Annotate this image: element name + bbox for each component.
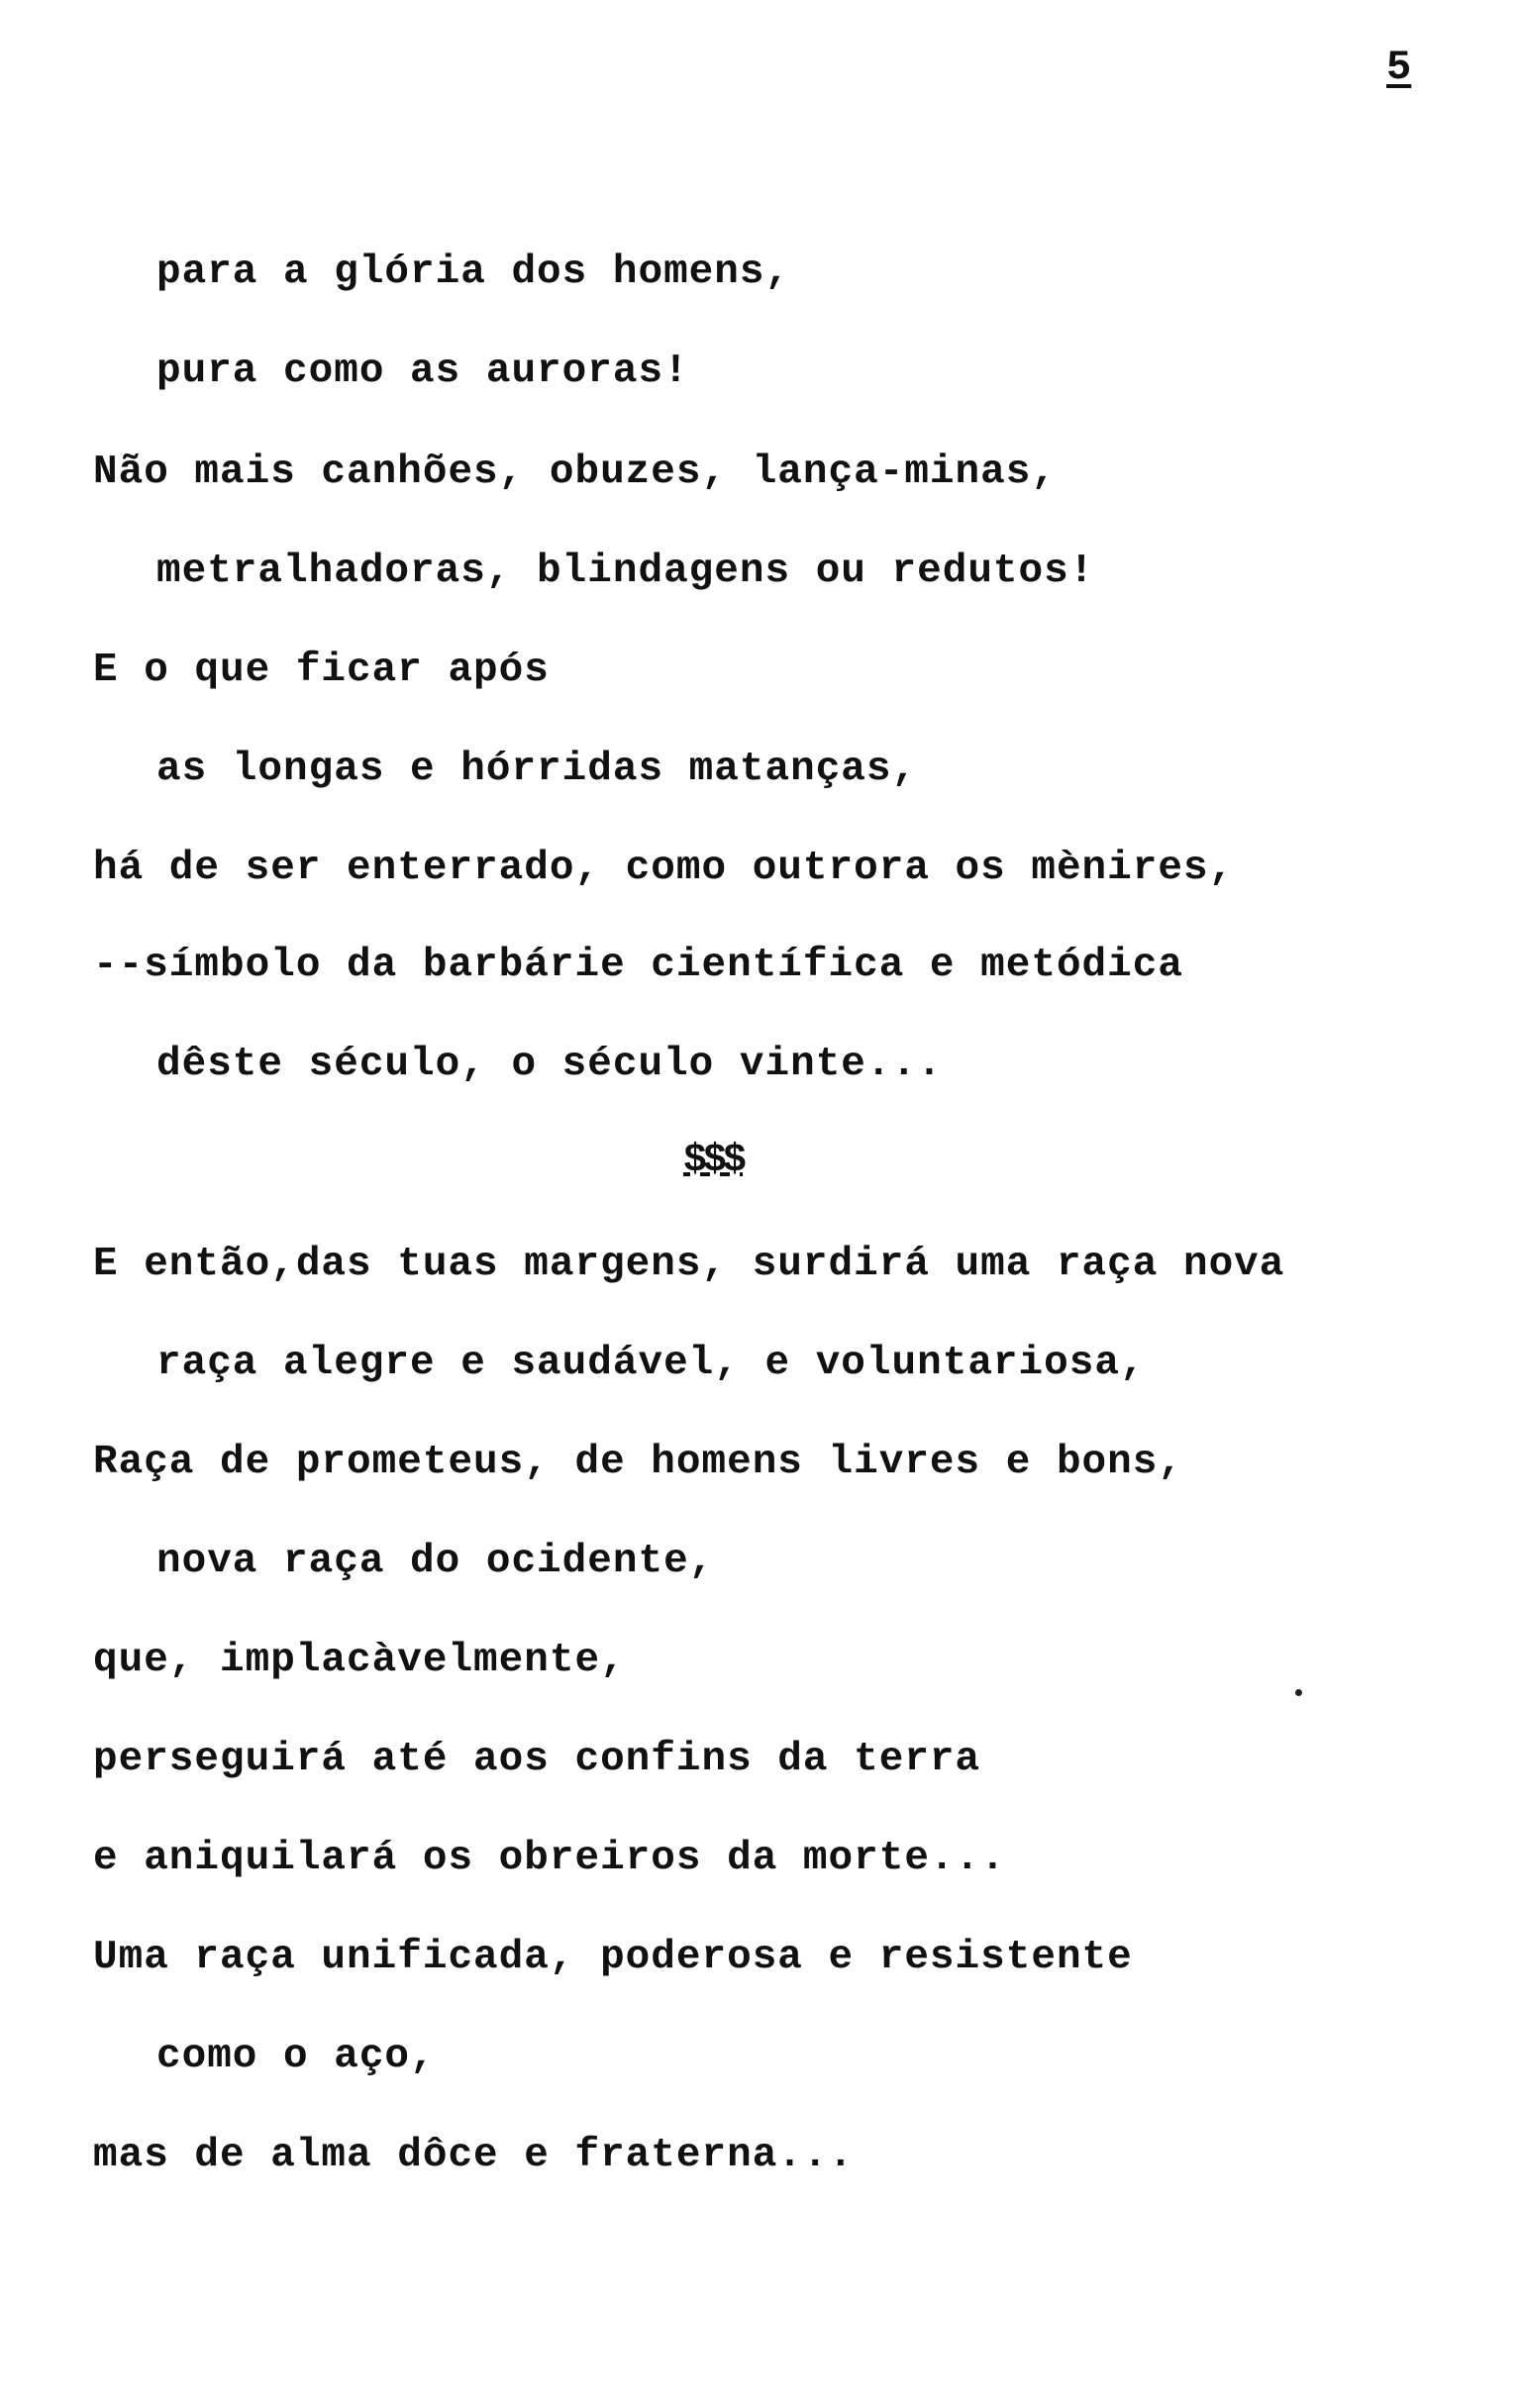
poem-line: como o aço, [156, 2034, 436, 2079]
poem-line: e aniquilará os obreiros da morte... [93, 1836, 1006, 1881]
poem-line: E o que ficar após [93, 648, 550, 693]
poem-line: mas de alma dôce e fraterna... [93, 2133, 855, 2178]
poem-line: há de ser enterrado, como outrora os mènires, [93, 846, 1235, 891]
poem-line: pura como as auroras! [156, 349, 689, 394]
poem-line: E então,das tuas margens, surdirá uma raça nova [93, 1242, 1285, 1287]
page-number: 5 [1386, 44, 1412, 91]
poem-line: metralhadoras, blindagens ou redutos! [156, 549, 1095, 594]
poem-line: as longas e hórridas matanças, [156, 747, 918, 792]
poem-line: para a glória dos homens, [156, 250, 791, 295]
poem-line: Uma raça unificada, poderosa e resistente [93, 1935, 1133, 1980]
poem-line: dêste século, o século vinte... [156, 1042, 943, 1087]
poem-line: Não mais canhões, obuzes, lança-minas, [93, 450, 1057, 495]
poem-line: --símbolo da barbárie científica e metódica [93, 943, 1183, 988]
poem-line: perseguirá até aos confins da terra [93, 1737, 981, 1782]
poem-line: Raça de prometeus, de homens livres e bons, [93, 1440, 1183, 1485]
section-divider: $$$ [683, 1139, 744, 1183]
poem-line: raça alegre e saudável, e voluntariosa, [156, 1341, 1146, 1386]
poem-line: que, implacàvelmente, [93, 1638, 626, 1683]
poem-line: nova raça do ocidente, [156, 1539, 715, 1584]
ink-speck [1295, 1689, 1302, 1696]
